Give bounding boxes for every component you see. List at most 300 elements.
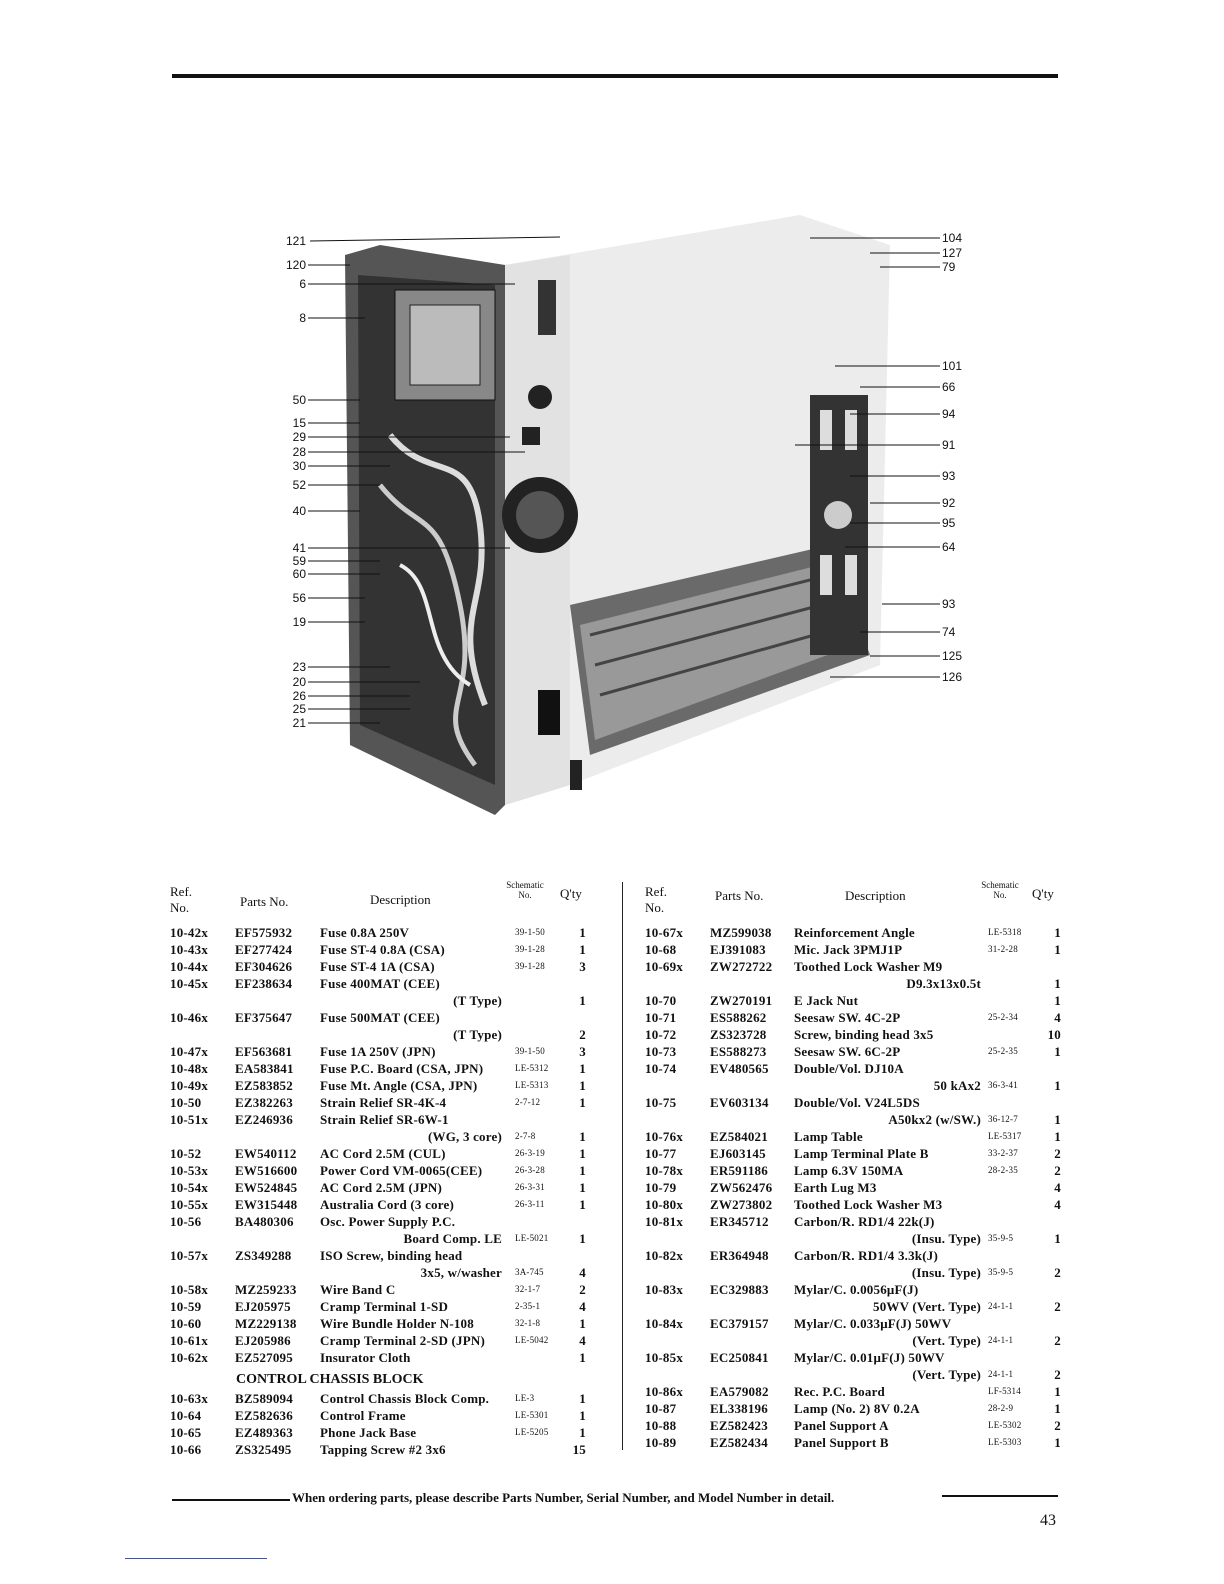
- part-number: ER345712: [710, 1214, 769, 1229]
- ref-no: 10-76x: [645, 1129, 684, 1144]
- ref-no: 10-49x: [170, 1078, 209, 1093]
- part-number: EW524845: [235, 1180, 298, 1195]
- description: Lamp (No. 2) 8V 0.2A: [794, 1401, 920, 1416]
- description: Fuse 400MAT (CEE): [320, 976, 440, 991]
- table-body-left-2: [170, 1390, 600, 1458]
- part-number: EF563681: [235, 1044, 293, 1059]
- callout-label: 21: [292, 716, 306, 730]
- part-number: EL338196: [710, 1401, 768, 1416]
- quantity: 1: [579, 1391, 586, 1406]
- description: Tapping Screw #2 3x6: [320, 1442, 446, 1457]
- header-schematic-no: Schematic No.: [981, 880, 1019, 900]
- table-row: [170, 1060, 600, 1077]
- part-number: EW315448: [235, 1197, 298, 1212]
- quantity: 2: [579, 1282, 586, 1297]
- table-row: [170, 1298, 600, 1315]
- schematic-no: LE-5317: [988, 1131, 1022, 1141]
- description: Toothed Lock Washer M9: [794, 959, 943, 974]
- table-row: [645, 924, 1063, 941]
- part-number: ZW273802: [710, 1197, 773, 1212]
- quantity: 3: [579, 1044, 586, 1059]
- schematic-no: 26-3-31: [515, 1182, 545, 1192]
- table-row: [170, 1196, 600, 1213]
- schematic-no: 25-2-34: [988, 1012, 1018, 1022]
- table-row: [645, 1213, 1063, 1230]
- table-row: [645, 1026, 1063, 1043]
- quantity: 1: [579, 1425, 586, 1440]
- schematic-no: 26-3-19: [515, 1148, 545, 1158]
- part-number: EZ582636: [235, 1408, 293, 1423]
- quantity: 1: [579, 1146, 586, 1161]
- part-number: EZ584021: [710, 1129, 768, 1144]
- callout-labels-right: [942, 231, 962, 684]
- ref-no: 10-70: [645, 993, 677, 1008]
- schematic-no: LE-5205: [515, 1427, 549, 1437]
- description: Mylar/C. 0.01μF(J) 50WV: [794, 1350, 945, 1365]
- quantity: 1: [579, 1350, 586, 1365]
- ref-no: 10-46x: [170, 1010, 209, 1025]
- ref-no: 10-74: [645, 1061, 677, 1076]
- table-row: [645, 1264, 1063, 1281]
- footer-note: [172, 1490, 1058, 1510]
- ref-no: 10-53x: [170, 1163, 209, 1178]
- quantity: 4: [1054, 1010, 1061, 1025]
- description-continued: (Insu. Type): [911, 1265, 981, 1280]
- callout-label: 74: [942, 625, 956, 639]
- schematic-no: 39-1-28: [515, 944, 545, 954]
- callout-label: 95: [942, 516, 956, 530]
- part-number: EF277424: [235, 942, 293, 957]
- header-ref-no: Ref. No.: [645, 884, 668, 915]
- ref-no: 10-66: [170, 1442, 202, 1457]
- part-number: MZ259233: [235, 1282, 297, 1297]
- schematic-no: 28-2-35: [988, 1165, 1018, 1175]
- part-number: EW540112: [235, 1146, 297, 1161]
- quantity: 2: [1054, 1418, 1061, 1433]
- table-row: [645, 1400, 1063, 1417]
- quantity: 3: [579, 959, 586, 974]
- schematic-no: 35-9-5: [988, 1233, 1014, 1243]
- schematic-no: LE-5313: [515, 1080, 549, 1090]
- part-number: ES588262: [710, 1010, 767, 1025]
- ref-no: 10-57x: [170, 1248, 209, 1263]
- table-row: [170, 1247, 600, 1264]
- part-number: EF575932: [235, 925, 293, 940]
- table-row: [170, 1009, 600, 1026]
- table-row: [170, 1441, 600, 1458]
- part-number: ER591186: [710, 1163, 768, 1178]
- ref-no: 10-52: [170, 1146, 202, 1161]
- part-number: ZW272722: [710, 959, 773, 974]
- ref-no: 10-45x: [170, 976, 209, 991]
- quantity: 1: [1054, 1231, 1061, 1246]
- quantity: 1: [1054, 1401, 1061, 1416]
- description: Mylar/C. 0.0056μF(J): [794, 1282, 919, 1297]
- description: Carbon/R. RD1/4 22k(J): [794, 1214, 935, 1229]
- description: Control Chassis Block Comp.: [320, 1391, 490, 1406]
- table-row: [170, 1128, 600, 1145]
- header-parts-no: Parts No.: [240, 894, 289, 909]
- table-row: [645, 1128, 1063, 1145]
- table-row: [645, 992, 1063, 1009]
- part-number: ZS325495: [235, 1442, 292, 1457]
- schematic-no: 36-12-7: [988, 1114, 1018, 1124]
- callout-label: 101: [942, 359, 963, 373]
- ref-no: 10-72: [645, 1027, 677, 1042]
- ref-no: 10-73: [645, 1044, 677, 1059]
- table-row: [645, 1298, 1063, 1315]
- ref-no: 10-51x: [170, 1112, 209, 1127]
- table-row: [170, 1026, 600, 1043]
- description: Seesaw SW. 6C-2P: [794, 1044, 901, 1059]
- quantity: 1: [1054, 1044, 1061, 1059]
- quantity: 1: [579, 1180, 586, 1195]
- callout-label: 91: [942, 438, 956, 452]
- description: Double/Vol. V24L5DS: [794, 1095, 920, 1110]
- schematic-no: 24-1-1: [988, 1369, 1014, 1379]
- ref-no: 10-71: [645, 1010, 677, 1025]
- description-continued: 50 kAx2: [933, 1078, 981, 1093]
- callout-label: 25: [292, 702, 306, 716]
- description: AC Cord 2.5M (CUL): [320, 1146, 446, 1161]
- part-number: EF304626: [235, 959, 293, 974]
- ref-no: 10-50: [170, 1095, 202, 1110]
- description-continued: (WG, 3 core): [428, 1129, 502, 1144]
- description: Fuse ST-4 0.8A (CSA): [320, 942, 445, 957]
- table-row: [645, 1111, 1063, 1128]
- description: Cramp Terminal 1-SD: [320, 1299, 449, 1314]
- ref-no: 10-83x: [645, 1282, 684, 1297]
- callout-label: 64: [942, 540, 956, 554]
- ref-no: 10-42x: [170, 925, 209, 940]
- table-row: [170, 975, 600, 992]
- table-row: [645, 1043, 1063, 1060]
- quantity: 1: [579, 1163, 586, 1178]
- callout-label: 66: [942, 380, 956, 394]
- table-row: [645, 1434, 1063, 1451]
- ref-no: 10-75: [645, 1095, 677, 1110]
- section-heading: [170, 1366, 600, 1390]
- ref-no: 10-47x: [170, 1044, 209, 1059]
- table-row: [170, 1281, 600, 1298]
- description: Screw, binding head 3x5: [794, 1027, 934, 1042]
- column-divider: [622, 882, 623, 1450]
- callout-label: 41: [292, 541, 306, 555]
- part-number: EZ582434: [710, 1435, 768, 1450]
- part-number: ZW270191: [710, 993, 773, 1008]
- schematic-no: 24-1-1: [988, 1335, 1014, 1345]
- description: Wire Bundle Holder N-108: [320, 1316, 474, 1331]
- part-number: EJ205975: [235, 1299, 291, 1314]
- description: Double/Vol. DJ10A: [794, 1061, 904, 1076]
- callout-label: 56: [292, 591, 306, 605]
- table-row: [170, 1162, 600, 1179]
- callout-label: 50: [292, 393, 306, 407]
- table-header-right: [645, 878, 1063, 924]
- schematic-no: 33-2-37: [988, 1148, 1018, 1158]
- quantity: 2: [1054, 1367, 1061, 1382]
- ref-no: 10-59: [170, 1299, 202, 1314]
- ref-no: 10-61x: [170, 1333, 209, 1348]
- description: Lamp Table: [794, 1129, 863, 1144]
- quantity: 1: [1054, 1384, 1061, 1399]
- ref-no: 10-60: [170, 1316, 202, 1331]
- description-continued: (Insu. Type): [911, 1231, 981, 1246]
- ref-no: 10-64: [170, 1408, 202, 1423]
- parts-table-right: [645, 878, 1063, 1451]
- header-schematic-no: Schematic No.: [506, 880, 544, 900]
- part-number: ZS349288: [235, 1248, 292, 1263]
- header-parts-no: Parts No.: [715, 888, 764, 903]
- ref-no: 10-87: [645, 1401, 677, 1416]
- table-row: [170, 1424, 600, 1441]
- callout-label: 19: [292, 615, 306, 629]
- ref-no: 10-56: [170, 1214, 202, 1229]
- table-body-left: [170, 924, 600, 1366]
- quantity: 10: [1047, 1027, 1061, 1042]
- table-row: [645, 941, 1063, 958]
- table-row: [645, 975, 1063, 992]
- ref-no: 10-89: [645, 1435, 677, 1450]
- part-number: EJ603145: [710, 1146, 766, 1161]
- description: Mylar/C. 0.033μF(J) 50WV: [794, 1316, 952, 1331]
- table-row: [645, 1077, 1063, 1094]
- table-row: [645, 1349, 1063, 1366]
- quantity: 4: [1054, 1197, 1061, 1212]
- callout-label: 59: [292, 554, 306, 568]
- schematic-no: LE-5301: [515, 1410, 549, 1420]
- part-number: MZ599038: [710, 925, 772, 940]
- schematic-no: 26-3-28: [515, 1165, 545, 1175]
- description: Fuse 500MAT (CEE): [320, 1010, 440, 1025]
- table-row: [170, 1145, 600, 1162]
- callout-label: 29: [292, 430, 306, 444]
- description-continued: (Vert. Type): [912, 1333, 981, 1348]
- description: ISO Screw, binding head: [320, 1248, 463, 1263]
- description: Strain Relief SR-6W-1: [320, 1112, 449, 1127]
- part-number: EV603134: [710, 1095, 769, 1110]
- part-number: EW516600: [235, 1163, 298, 1178]
- quantity: 1: [1054, 1078, 1061, 1093]
- part-number: EJ205986: [235, 1333, 291, 1348]
- description: Cramp Terminal 2-SD (JPN): [320, 1333, 485, 1348]
- table-row: [170, 1230, 600, 1247]
- description: Reinforcement Angle: [794, 925, 915, 940]
- callout-label: 30: [292, 459, 306, 473]
- table-row: [170, 958, 600, 975]
- ref-no: 10-88: [645, 1418, 677, 1433]
- description: Mic. Jack 3PMJ1P: [794, 942, 903, 957]
- table-row: [645, 1162, 1063, 1179]
- quantity: 1: [1054, 1435, 1061, 1450]
- description-continued: (T Type): [453, 993, 502, 1008]
- bottom-link-line: [125, 1558, 267, 1559]
- part-number: EZ382263: [235, 1095, 293, 1110]
- description: Power Cord VM-0065(CEE): [320, 1163, 483, 1178]
- ref-no: 10-86x: [645, 1384, 684, 1399]
- schematic-no: 26-3-11: [515, 1199, 545, 1209]
- table-row: [170, 924, 600, 941]
- table-row: [645, 1009, 1063, 1026]
- schematic-no: 39-1-50: [515, 1046, 545, 1056]
- quantity: 2: [1054, 1146, 1061, 1161]
- schematic-no: LE-5303: [988, 1437, 1022, 1447]
- description: Australia Cord (3 core): [320, 1197, 454, 1212]
- ref-no: 10-82x: [645, 1248, 684, 1263]
- schematic-no: LE-5042: [515, 1335, 549, 1345]
- header-ref-no: Ref. No.: [170, 884, 193, 915]
- section-title: CONTROL CHASSIS BLOCK: [236, 1372, 424, 1387]
- header-description: Description: [370, 892, 431, 907]
- description: Panel Support B: [794, 1435, 889, 1450]
- table-row: [170, 1111, 600, 1128]
- callout-label: 15: [292, 416, 306, 430]
- description: E Jack Nut: [794, 993, 859, 1008]
- quantity: 4: [579, 1299, 586, 1314]
- part-number: EC379157: [710, 1316, 769, 1331]
- table-row: [170, 1094, 600, 1111]
- ref-no: 10-84x: [645, 1316, 684, 1331]
- quantity: 1: [579, 1231, 586, 1246]
- part-number: EC250841: [710, 1350, 769, 1365]
- ref-no: 10-63x: [170, 1391, 209, 1406]
- part-number: EZ527095: [235, 1350, 293, 1365]
- ref-no: 10-43x: [170, 942, 209, 957]
- part-number: ES588273: [710, 1044, 767, 1059]
- schematic-no: LE-5021: [515, 1233, 549, 1243]
- part-number: EJ391083: [710, 942, 766, 957]
- schematic-no: LE-3: [515, 1393, 535, 1403]
- quantity: 1: [579, 925, 586, 940]
- quantity: 1: [1054, 942, 1061, 957]
- quantity: 1: [579, 1129, 586, 1144]
- description: Strain Relief SR-4K-4: [320, 1095, 447, 1110]
- callout-label: 28: [292, 445, 306, 459]
- quantity: 2: [1054, 1265, 1061, 1280]
- part-number: EZ583852: [235, 1078, 293, 1093]
- table-body-right: [645, 924, 1063, 1451]
- table-row: [170, 1407, 600, 1424]
- description: Osc. Power Supply P.C.: [320, 1214, 456, 1229]
- ref-no: 10-67x: [645, 925, 684, 940]
- ref-no: 10-77: [645, 1146, 677, 1161]
- quantity: 1: [1054, 925, 1061, 940]
- schematic-no: 28-2-9: [988, 1403, 1014, 1413]
- ref-no: 10-58x: [170, 1282, 209, 1297]
- quantity: 1: [1054, 1129, 1061, 1144]
- table-row: [645, 1247, 1063, 1264]
- quantity: 1: [579, 1316, 586, 1331]
- schematic-no: LE-5312: [515, 1063, 549, 1073]
- description: Carbon/R. RD1/4 3.3k(J): [794, 1248, 938, 1263]
- schematic-no: 2-35-1: [515, 1301, 541, 1311]
- schematic-no: 24-1-1: [988, 1301, 1014, 1311]
- callout-label: 121: [285, 234, 306, 248]
- quantity: 2: [1054, 1163, 1061, 1178]
- ref-no: 10-54x: [170, 1180, 209, 1195]
- table-row: [170, 1332, 600, 1349]
- quantity: 15: [572, 1442, 586, 1457]
- callout-label: 79: [942, 260, 956, 274]
- description: Insurator Cloth: [320, 1350, 411, 1365]
- description: Phone Jack Base: [320, 1425, 417, 1440]
- part-number: MZ229138: [235, 1316, 297, 1331]
- callout-label: 52: [292, 478, 306, 492]
- table-row: [170, 1264, 600, 1281]
- ref-no: 10-55x: [170, 1197, 209, 1212]
- quantity: 2: [579, 1027, 586, 1042]
- footer-text: When ordering parts, please describe Parts Number, Serial Number, and Model Number in detail.: [292, 1490, 835, 1505]
- part-number: EA583841: [235, 1061, 294, 1076]
- description-continued: A50kx2 (w/SW.): [888, 1112, 981, 1127]
- table-row: [645, 1060, 1063, 1077]
- table-row: [170, 1390, 600, 1407]
- table-row: [170, 992, 600, 1009]
- schematic-no: 31-2-28: [988, 944, 1018, 954]
- description: Fuse ST-4 1A (CSA): [320, 959, 435, 974]
- table-row: [645, 1417, 1063, 1434]
- description: Fuse P.C. Board (CSA, JPN): [320, 1061, 484, 1076]
- quantity: 1: [579, 1408, 586, 1423]
- callout-label: 93: [942, 469, 956, 483]
- description-continued: Board Comp. LE: [403, 1231, 502, 1246]
- description: Wire Band C: [320, 1282, 396, 1297]
- ref-no: 10-65: [170, 1425, 202, 1440]
- description-continued: 3x5, w/washer: [420, 1265, 502, 1280]
- schematic-no: 2-7-12: [515, 1097, 541, 1107]
- description: Fuse Mt. Angle (CSA, JPN): [320, 1078, 478, 1093]
- description-continued: (Vert. Type): [912, 1367, 981, 1382]
- ref-no: 10-69x: [645, 959, 684, 974]
- callout-label: 20: [292, 675, 306, 689]
- part-number: ER364948: [710, 1248, 769, 1263]
- description: Fuse 1A 250V (JPN): [320, 1044, 436, 1059]
- table-row: [645, 1145, 1063, 1162]
- quantity: 1: [579, 1095, 586, 1110]
- schematic-no: 39-1-50: [515, 927, 545, 937]
- part-number: BA480306: [235, 1214, 294, 1229]
- part-number: EZ246936: [235, 1112, 293, 1127]
- description: Lamp Terminal Plate B: [794, 1146, 929, 1161]
- header-qty: Q'ty: [560, 886, 582, 901]
- part-number: EV480565: [710, 1061, 769, 1076]
- callout-label: 104: [942, 231, 963, 245]
- quantity: 2: [1054, 1299, 1061, 1314]
- quantity: 1: [579, 942, 586, 957]
- description: Fuse 0.8A 250V: [320, 925, 410, 940]
- table-row: [170, 941, 600, 958]
- quantity: 1: [579, 1061, 586, 1076]
- quantity: 4: [1054, 1180, 1061, 1195]
- part-number: EZ489363: [235, 1425, 293, 1440]
- description-continued: (T Type): [453, 1027, 502, 1042]
- description: Panel Support A: [794, 1418, 889, 1433]
- table-row: [645, 1196, 1063, 1213]
- callout-label: 92: [942, 496, 956, 510]
- chassis-photo-figure: [270, 185, 970, 825]
- quantity: 4: [579, 1333, 586, 1348]
- callout-label: 93: [942, 597, 956, 611]
- quantity: 1: [579, 1078, 586, 1093]
- ref-no: 10-79: [645, 1180, 677, 1195]
- quantity: 1: [1054, 1112, 1061, 1127]
- schematic-no: LE-5302: [988, 1420, 1022, 1430]
- callout-label: 40: [292, 504, 306, 518]
- callout-label: 26: [292, 689, 306, 703]
- schematic-no: LF-5314: [988, 1386, 1021, 1396]
- description: Seesaw SW. 4C-2P: [794, 1010, 901, 1025]
- table-row: [645, 1179, 1063, 1196]
